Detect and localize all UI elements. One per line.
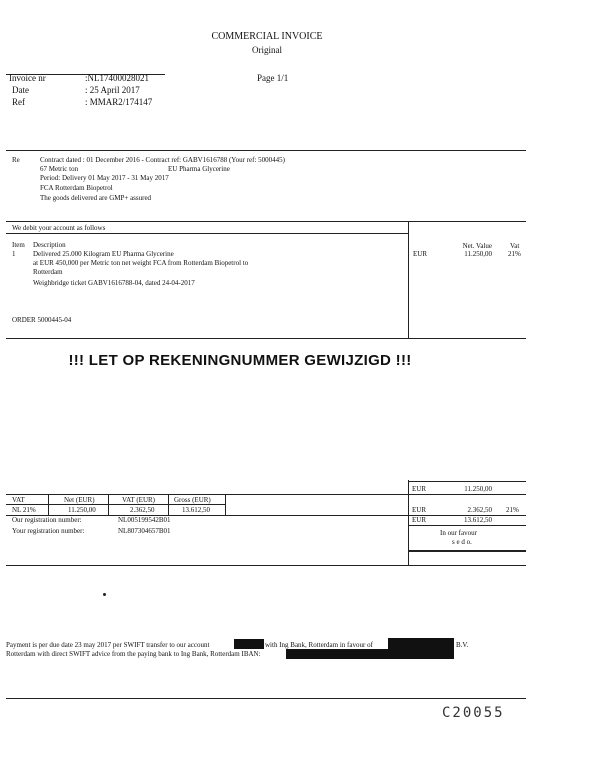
sum-vat-rate: 21% bbox=[506, 506, 519, 514]
our-registration-number: NL005199542B01 bbox=[118, 516, 171, 524]
totals-divider bbox=[408, 480, 409, 565]
invoice-number-value: :NL17400028021 bbox=[85, 73, 149, 83]
document-stamp: C20055 bbox=[442, 705, 505, 721]
net-amount: 11.250,00 bbox=[68, 506, 96, 514]
net-column-head: Net (EUR) bbox=[64, 496, 95, 504]
redaction-box bbox=[388, 638, 454, 659]
item-vat: 21% bbox=[508, 250, 521, 258]
re-top-rule bbox=[6, 150, 526, 151]
your-registration-number: NL807304657B01 bbox=[118, 527, 171, 535]
redaction-box bbox=[286, 649, 388, 659]
column-net-value: Net. Value bbox=[462, 242, 492, 250]
vat-table-top-rule bbox=[6, 494, 526, 495]
sum-gross-rule bbox=[408, 525, 526, 526]
item-currency: EUR bbox=[413, 250, 427, 258]
our-registration-label: Our registration number: bbox=[12, 516, 82, 524]
item-description-line: Delivered 25.000 Kilogram EU Pharma Glycerine bbox=[33, 250, 174, 258]
ref-label: Ref bbox=[12, 97, 25, 107]
page-indicator: Page 1/1 bbox=[257, 73, 289, 83]
vat-amount-column-head: VAT (EUR) bbox=[122, 496, 155, 504]
item-description-line: Weighbridge ticket GABV1616788-04, dated 24-04-2017 bbox=[33, 279, 195, 287]
item-net-value: 11.250,00 bbox=[464, 250, 492, 258]
sum-vat: 2.362,50 bbox=[467, 506, 492, 514]
re-quantity: 67 Metric ton bbox=[40, 165, 79, 173]
item-description-line: at EUR 450,000 per Metric ton net weight FCA from Rotterdam Biopetrol to bbox=[33, 259, 249, 267]
sum-currency: EUR bbox=[412, 485, 426, 493]
re-gmp-line: The goods delivered are GMP+ assured bbox=[40, 194, 152, 202]
footer-rule bbox=[6, 698, 526, 699]
re-fca-line: FCA Rotterdam Biopetrol bbox=[40, 184, 113, 192]
account-changed-banner: !!! LET OP REKENINGNUMMER GEWIJZIGD !!! bbox=[68, 352, 412, 369]
in-our-favour: In our favour bbox=[440, 529, 477, 537]
sum-gross-currency: EUR bbox=[412, 516, 426, 524]
favour-double-rule bbox=[408, 550, 526, 552]
totals-bottom-rule bbox=[6, 565, 526, 566]
gross-amount: 13.612,50 bbox=[182, 506, 210, 514]
debit-bottom-rule bbox=[6, 338, 526, 339]
sum-vat-currency: EUR bbox=[412, 506, 426, 514]
sum-net: 11.250,00 bbox=[464, 485, 492, 493]
payment-line-1b: with Ing Bank, Rotterdam in favour of bbox=[265, 641, 373, 649]
totals-top-rule bbox=[408, 481, 526, 482]
payment-line-1c: B.V. bbox=[456, 641, 469, 649]
vat-column-head: VAT bbox=[12, 496, 25, 504]
debit-top-rule bbox=[6, 221, 526, 222]
date-label: Date bbox=[12, 85, 29, 95]
invoice-number-label: Invoice nr bbox=[9, 73, 46, 83]
your-registration-label: Your registration number: bbox=[12, 527, 85, 535]
vat-table-mid-rule bbox=[6, 504, 226, 505]
ref-value: : MMAR2/174147 bbox=[85, 97, 153, 107]
column-item: Item bbox=[12, 241, 25, 249]
payment-line-2: Rotterdam with direct SWIFT advice from the paying bank to Ing Bank, Rotterdam IBAN: bbox=[6, 650, 261, 658]
re-product: EU Pharma Glycerine bbox=[168, 165, 230, 173]
re-contract-line: Contract dated : 01 December 2016 - Contract ref: GABV1616788 (Your ref: 5000445) bbox=[40, 156, 286, 164]
sedo-note: s e d o. bbox=[452, 538, 472, 546]
date-value: : 25 April 2017 bbox=[85, 85, 140, 95]
column-vat: Vat bbox=[510, 242, 520, 250]
item-description-line: Rotterdam bbox=[33, 268, 63, 276]
document-title: COMMERCIAL INVOICE bbox=[211, 31, 323, 42]
redaction-box bbox=[234, 639, 264, 649]
order-reference: ORDER 5000445-04 bbox=[12, 316, 72, 324]
re-period-line: Period: Delivery 01 May 2017 - 31 May 2017 bbox=[40, 174, 169, 182]
gross-column-head: Gross (EUR) bbox=[174, 496, 211, 504]
document-subtitle: Original bbox=[252, 45, 282, 55]
column-description: Description bbox=[33, 241, 66, 249]
re-label: Re bbox=[12, 156, 20, 164]
debit-intro: We debit your account as follows bbox=[12, 224, 106, 232]
vat-amount: 2.362,50 bbox=[130, 506, 155, 514]
scan-speck bbox=[103, 593, 106, 596]
debit-column-divider bbox=[408, 221, 409, 338]
debit-intro-rule bbox=[6, 233, 408, 234]
vat-rate: NL 21% bbox=[12, 506, 36, 514]
item-number: 1 bbox=[12, 250, 16, 258]
sum-gross: 13.612,50 bbox=[464, 516, 492, 524]
payment-line-1a: Payment is per due date 23 may 2017 per SWIFT transfer to our account bbox=[6, 641, 210, 649]
